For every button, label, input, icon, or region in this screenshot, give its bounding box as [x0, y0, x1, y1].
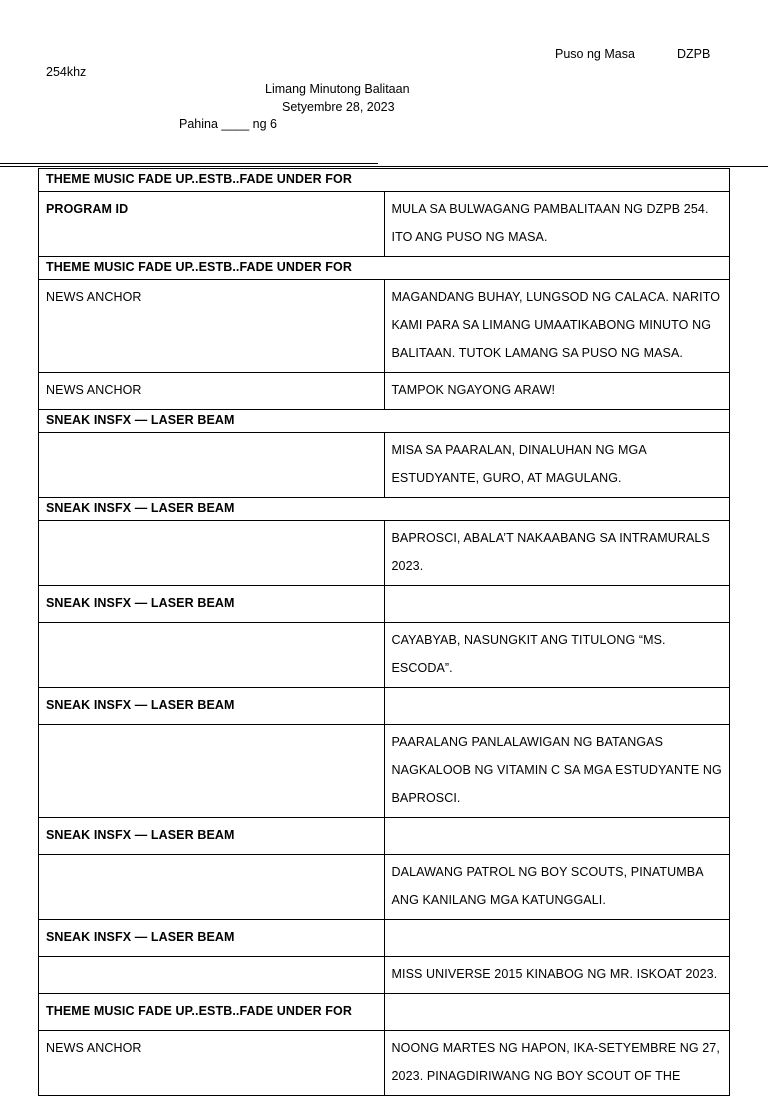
script-text-cell: [384, 688, 730, 725]
script-row: [39, 957, 730, 994]
broadcast-date: Setyembre 28, 2023: [282, 100, 395, 114]
script-text-cell: [384, 994, 730, 1031]
cue-cell: SNEAK INSFX — LASER BEAM: [39, 410, 730, 433]
script-text-cell: NOONG MARTES NG HAPON, IKA-SETYEMBRE NG 27, 2023. PINAGDIRIWANG NG BOY SCOUT OF THE: [384, 1031, 730, 1096]
cue-cell: PROGRAM ID: [39, 192, 385, 257]
page-indicator: Pahina ____ ng 6: [179, 117, 278, 131]
script-text-cell: [384, 920, 730, 957]
cue-cell: THEME MUSIC FADE UP..ESTB..FADE UNDER FOR: [39, 257, 730, 280]
script-text-cell: MULA SA BULWAGANG PAMBALITAAN NG DZPB 254. ITO ANG PUSO NG MASA.: [384, 192, 730, 257]
call-sign: DZPB: [677, 47, 711, 61]
script-row: [39, 498, 730, 521]
script-table-body: [39, 169, 730, 1096]
cue-cell: SNEAK INSFX — LASER BEAM: [39, 688, 385, 725]
header-divider: [0, 166, 768, 167]
cue-cell: NEWS ANCHOR: [39, 373, 385, 410]
cue-cell: NEWS ANCHOR: [39, 1031, 385, 1096]
script-row: [39, 373, 730, 410]
header-divider-short: [0, 163, 378, 164]
script-text-cell: CAYABYAB, NASUNGKIT ANG TITULONG “MS. ESCODA”.: [384, 623, 730, 688]
script-text-cell: TAMPOK NGAYONG ARAW!: [384, 373, 730, 410]
script-row: [39, 688, 730, 725]
cue-cell: NEWS ANCHOR: [39, 280, 385, 373]
cue-cell: SNEAK INSFX — LASER BEAM: [39, 498, 730, 521]
script-text-cell: MISA SA PAARALAN, DINALUHAN NG MGA ESTUDYANTE, GURO, AT MAGULANG.: [384, 433, 730, 498]
script-table: [38, 168, 730, 1096]
script-text-cell: DALAWANG PATROL NG BOY SCOUTS, PINATUMBA ANG KANILANG MGA KATUNGGALI.: [384, 855, 730, 920]
script-row: [39, 855, 730, 920]
cue-cell: [39, 855, 385, 920]
script-row: [39, 920, 730, 957]
cue-cell: [39, 623, 385, 688]
cue-cell: SNEAK INSFX — LASER BEAM: [39, 586, 385, 623]
script-row: [39, 725, 730, 818]
script-row: [39, 994, 730, 1031]
script-row: [39, 169, 730, 192]
script-row: [39, 257, 730, 280]
script-row: [39, 623, 730, 688]
script-row: [39, 433, 730, 498]
script-row: [39, 818, 730, 855]
script-row: [39, 280, 730, 373]
script-text-cell: [384, 586, 730, 623]
script-row: [39, 410, 730, 433]
cue-cell: [39, 433, 385, 498]
script-text-cell: PAARALANG PANLALAWIGAN NG BATANGAS NAGKALOOB NG VITAMIN C SA MGA ESTUDYANTE NG BAPROSCI.: [384, 725, 730, 818]
script-text-cell: MISS UNIVERSE 2015 KINABOG NG MR. ISKOAT 2023.: [384, 957, 730, 994]
cue-cell: SNEAK INSFX — LASER BEAM: [39, 818, 385, 855]
cue-cell: THEME MUSIC FADE UP..ESTB..FADE UNDER FOR: [39, 169, 730, 192]
script-text-cell: MAGANDANG BUHAY, LUNGSOD NG CALACA. NARITO KAMI PARA SA LIMANG UMAATIKABONG MINUTO NG BALITAAN. TUTOK LAMANG SA PUSO NG MASA.: [384, 280, 730, 373]
script-text-cell: [384, 818, 730, 855]
program-title: Limang Minutong Balitaan: [265, 82, 410, 96]
script-row: [39, 521, 730, 586]
script-row: [39, 192, 730, 257]
cue-cell: [39, 725, 385, 818]
station-name: Puso ng Masa: [555, 47, 635, 61]
cue-cell: THEME MUSIC FADE UP..ESTB..FADE UNDER FOR: [39, 994, 385, 1031]
frequency: 254khz: [46, 65, 87, 79]
cue-cell: [39, 957, 385, 994]
script-text-cell: BAPROSCI, ABALA’T NAKAABANG SA INTRAMURALS 2023.: [384, 521, 730, 586]
script-row: [39, 586, 730, 623]
script-row: [39, 1031, 730, 1096]
cue-cell: SNEAK INSFX — LASER BEAM: [39, 920, 385, 957]
cue-cell: [39, 521, 385, 586]
